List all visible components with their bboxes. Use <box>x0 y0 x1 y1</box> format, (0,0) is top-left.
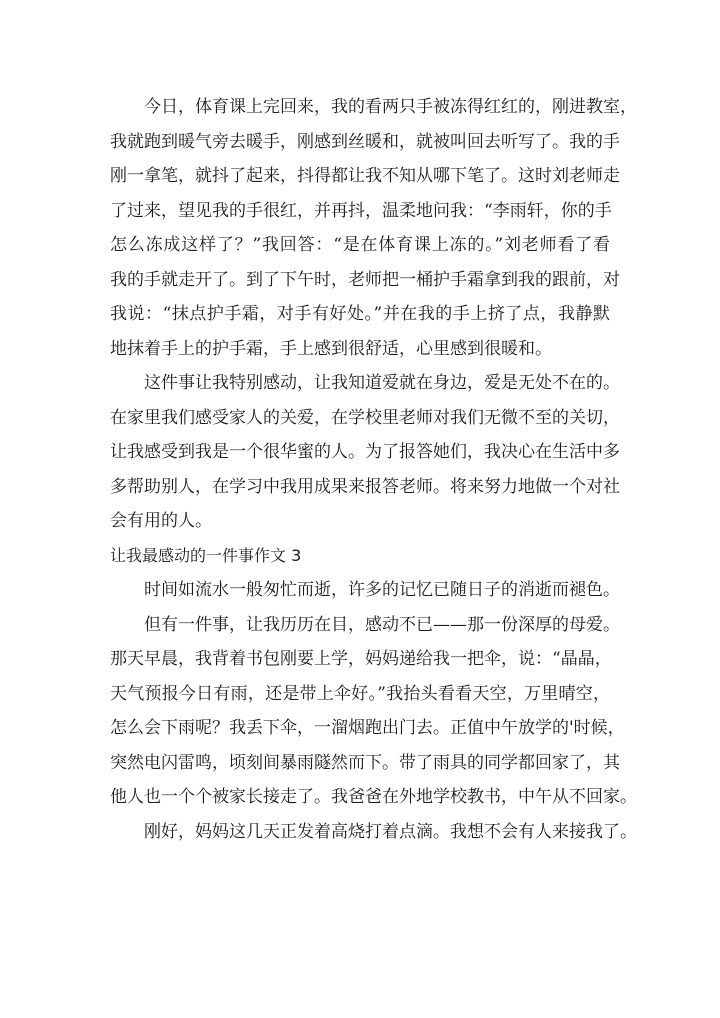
paragraph-1 <box>110 90 637 366</box>
section-heading-block <box>110 539 610 574</box>
text-line: 多帮助别人，在学习中我用成果来报答老师。将来努力地做一个对社 <box>110 476 620 497</box>
text-line: 怎么冻成这样了？”我回答：“是在体育课上冻的。”刘老师看了看 <box>110 235 610 255</box>
text-line: 我说：“抹点护手霜，对手有好处。”并在我的手上挤了点，我静默 <box>110 304 610 324</box>
document-body <box>110 90 637 849</box>
text-line: 了过来，望见我的手很红，并再抖，温柔地问我：“李雨轩，你的手 <box>110 200 612 221</box>
text-line: 在家里我们感受家人的关爱，在学校里老师对我们无微不至的关切， <box>110 407 620 428</box>
text-line: 但有一件事，让我历历在目，感动不已——那一份深厚的母爱。 <box>144 614 620 635</box>
text-line: 刚一拿笔，就抖了起来，抖得都让我不知从哪下笔了。这时刘老师走 <box>110 166 620 186</box>
text-line: 时间如流水一般匆忙而逝，许多的记忆已随日子的消逝而褪色。 <box>144 580 620 600</box>
paragraph-3 <box>110 573 620 608</box>
text-line: 会有用的人。 <box>110 511 212 531</box>
paragraph-4 <box>110 608 637 815</box>
text-line: 我的手就走开了。到了下午时，老师把一桶护手霜拿到我的跟前，对 <box>110 269 620 290</box>
text-line: 突然电闪雷鸣，顷刻间暴雨隧然而下。带了雨具的同学都回家了，其 <box>110 752 620 773</box>
text-line: 他人也一个个被家长接走了。我爸爸在外地学校教书，中午从不回家。 <box>110 787 637 807</box>
text-line: 让我感受到我是一个很华蜜的人。为了报答她们，我决心在生活中多 <box>110 442 620 462</box>
text-line: 今日，体育课上完回来，我的看两只手被冻得红红的，刚进教室， <box>144 97 637 117</box>
text-line: 刚好，妈妈这几天正发着高烧打着点滴。我想不会有人来接我了。 <box>144 821 637 842</box>
text-line: 这件事让我特别感动，让我知道爱就在身边，爱是无处不在的。 <box>144 373 620 393</box>
text-line: 怎么会下雨呢？我丢下伞，一溜烟跑出门去。正值中午放学的'时候， <box>110 718 625 738</box>
paragraph-2 <box>110 366 620 539</box>
section-heading: 让我最感动的一件事作文 3 <box>110 545 302 565</box>
text-line: 我就跑到暖气旁去暖手，刚感到丝暖和，就被叫回去听写了。我的手 <box>110 131 620 152</box>
text-line: 天气预报今日有雨，还是带上伞好。”我抬头看看天空，万里晴空， <box>110 683 610 704</box>
paragraph-5 <box>110 815 637 850</box>
text-line: 那天早晨，我背着书包刚要上学，妈妈递给我一把伞，说：“晶晶， <box>110 649 612 669</box>
text-line: 地抹着手上的护手霜，手上感到很舒适，心里感到很暖和。 <box>110 338 552 359</box>
